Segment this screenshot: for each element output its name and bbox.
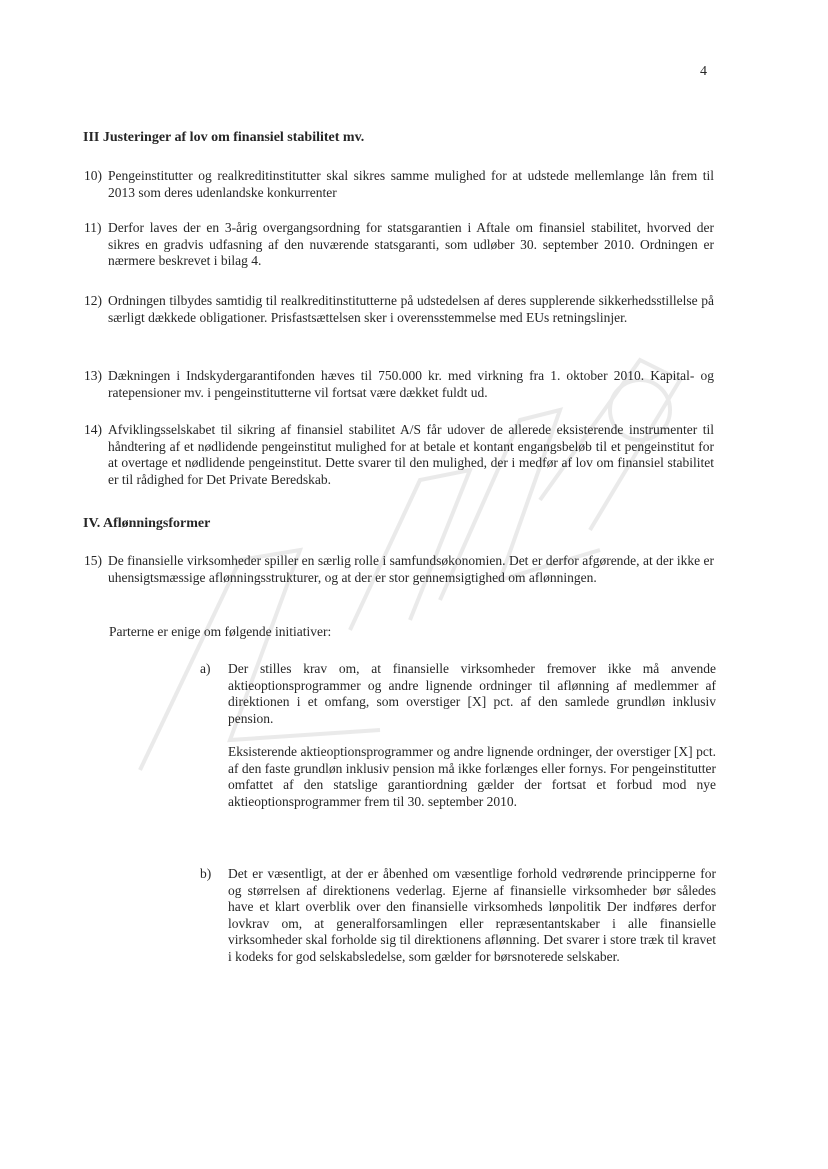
section-heading-iii: III Justeringer af lov om finansiel stabilitet mv.: [83, 130, 365, 145]
item-text: Derfor laves der en 3-årig overgangsordning for statsgarantien i Aftale om finansiel stabilitet, hvorved der sikres en gradvis udfasning af den nuværende statsgaranti, som udløber 30. september 2010. Ordningen er nærmere beskrevet i bilag 4.: [108, 220, 714, 268]
item-text: Afviklingsselskabet til sikring af finansiel stabilitet A/S får udover de allerede eksisterende instrumenter til håndtering af et nødlidende pengeinstitut mulighed for at betale et kontant engangsbeløb til et pengeinstitut for at overtage et nødlidende pengeinstitut. Dette svarer til den mulighed, der i medfør af lov om finansiel stabilitet er til rådighed for Det Private Beredskab.: [108, 422, 714, 487]
item-number: 10): [84, 168, 102, 183]
list-item-14: [84, 422, 714, 488]
item-text: Ordningen tilbydes samtidig til realkreditinstitutterne på udstedelsen af deres supplerende sikkerhedsstillelse på særligt dækkede obligationer. Prisfastsættelsen sker i overensstemmelse med EUs retningslinjer.: [108, 293, 714, 325]
sub-item-a: [200, 661, 716, 810]
item-number: 14): [84, 422, 102, 437]
item-number: 13): [84, 368, 102, 383]
list-item-11: [84, 220, 714, 270]
page-number: 4: [700, 64, 707, 79]
list-item-13: [84, 368, 714, 401]
list-item-10: [84, 168, 714, 201]
list-item-12: [84, 293, 714, 326]
section-heading-iv: IV. Aflønningsformer: [83, 516, 211, 531]
item-number: 11): [84, 220, 102, 235]
item-text: De finansielle virksomheder spiller en særlig rolle i samfundsøkonomien. Det er derfor afgørende, at der ikke er uhensigtsmæssige aflønningsstrukturer, og at der er stor gennemsigtighed om aflønningen.: [108, 553, 714, 585]
item-number: 12): [84, 293, 102, 308]
sub-item-paragraph: Der stilles krav om, at finansielle virksomheder fremover ikke må anvende aktieoptionsprogrammer og andre lignende ordninger til aflønning af medlemmer af direktionen i et omfang, som overstiger [X] pct. af den samlede grundløn inklusiv pension.: [228, 661, 716, 726]
initiatives-intro: Parterne er enige om følgende initiativer:: [109, 624, 332, 639]
sub-item-b: [200, 866, 716, 965]
sub-item-letter: b): [200, 866, 212, 881]
sub-item-paragraph: Det er væsentligt, at der er åbenhed om væsentlige forhold vedrørende principperne for og størrelsen af direktionens vederlag. Ejerne af finansielle virksomheder bør således have et klart overblik over den finansielle virksomheds lønpolitik Der indføres derfor lovkrav om, at generalforsamlingen eller repræsentantskaber i alle finansielle virksomheder skal forholde sig til direktionens aflønning. Det svarer i store træk til kravet i kodeks for god selskabsledelse, som gælder for børsnoterede selskaber.: [228, 866, 716, 964]
list-item-15: [84, 553, 714, 586]
sub-item-letter: a): [200, 661, 211, 676]
item-number: 15): [84, 553, 102, 568]
sub-item-paragraph: Eksisterende aktieoptionsprogrammer og andre lignende ordninger, der overstiger [X] pct. af den faste grundløn inklusiv pension må ikke forlænges eller fornys. For pengeinstitutter omfattet af den statslige garantiordning gælder der fortsat et forbud mod nye aktieoptionsprogrammer frem til 30. september 2010.: [228, 744, 716, 809]
item-text: Dækningen i Indskydergarantifonden hæves til 750.000 kr. med virkning fra 1. oktober 2010. Kapital- og ratepensioner mv. i pengeinstitutterne vil fortsat være dækket fuldt ud.: [108, 368, 714, 400]
item-text: Pengeinstitutter og realkreditinstitutter skal sikres samme mulighed for at udstede mellemlange lån frem til 2013 som deres udenlandske konkurrenter: [108, 168, 714, 200]
